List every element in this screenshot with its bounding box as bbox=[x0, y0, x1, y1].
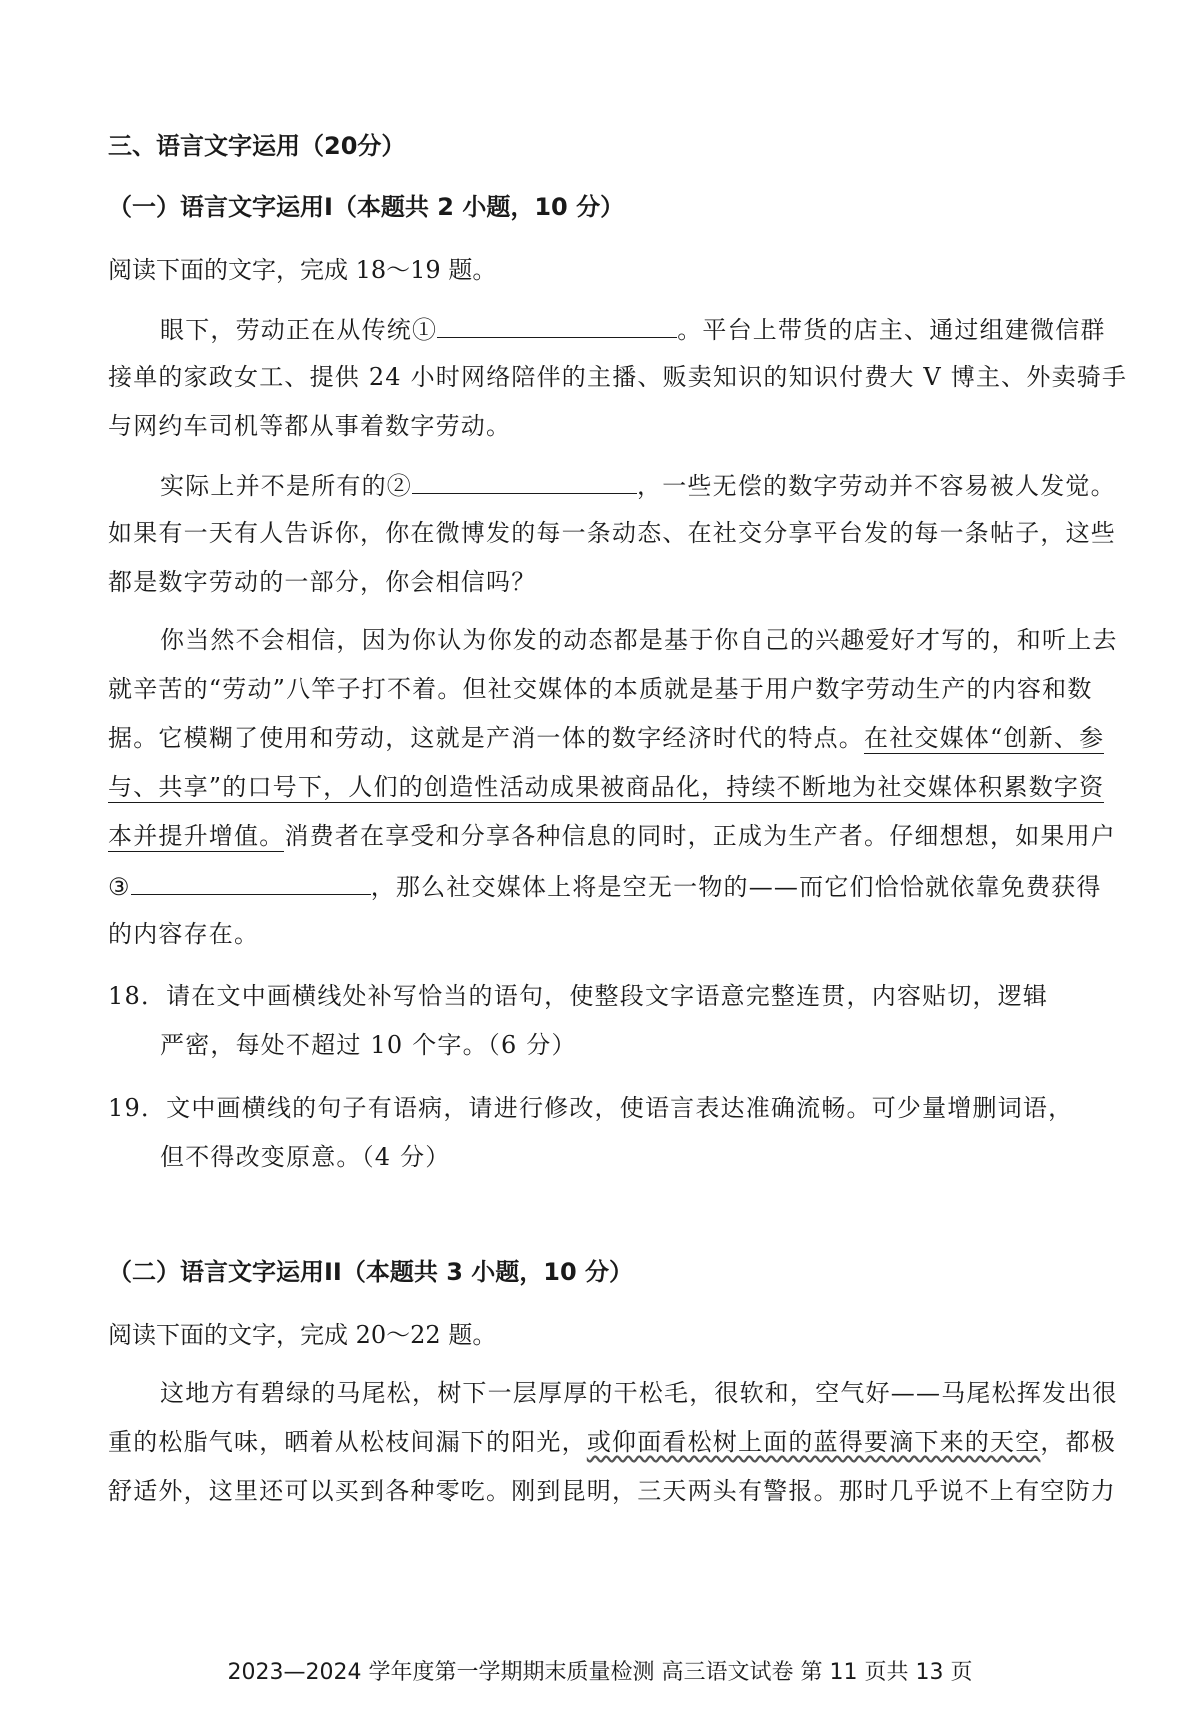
text-segment: ，那么社交媒体上将是空无一物的——而它们恰恰就依靠免费获得 bbox=[370, 873, 1102, 901]
passage4-line: 这地方有碧绿的马尾松，树下一层厚厚的干松毛，很软和，空气好——马尾松挥发出很 bbox=[160, 1379, 1118, 1407]
passage3-line bbox=[108, 819, 1116, 853]
question-18-cont: 严密，每处不超过 10 个字。（6 分） bbox=[160, 1031, 577, 1059]
part2-title: （二）语言文字运用ⅠⅠ（本题共 3 小题，10 分） bbox=[108, 1258, 634, 1286]
passage2-line: 如果有一天有人告诉你，你在微博发的每一条动态、在社交分享平台发的每一条帖子，这些 bbox=[108, 519, 1116, 547]
answer-blank-2 bbox=[412, 467, 637, 494]
answer-blank-3 bbox=[131, 868, 371, 895]
wavy-underlined-phrase: 或仰面看松树上面的蓝得要滴下来的天空 bbox=[586, 1428, 1041, 1456]
passage3-line bbox=[108, 721, 1104, 755]
question-19-cont: 但不得改变原意。（4 分） bbox=[160, 1143, 451, 1171]
passage3-line: 就辛苦的“劳动”八竿子打不着。但社交媒体的本质就是基于用户数字劳动生产的内容和数 bbox=[108, 675, 1093, 703]
part1-instruction: 阅读下面的文字，完成 18～19 题。 bbox=[108, 256, 497, 284]
passage4-line: 舒适外，这里还可以买到各种零吃。刚到昆明，三天两头有警报。那时几乎说不上有空防力 bbox=[108, 1477, 1116, 1505]
text-segment: 据。它模糊了使用和劳动，这就是产消一体的数字经济时代的特点。 bbox=[108, 724, 864, 752]
passage1-line: 接单的家政女工、提供 24 小时网络陪伴的主播、贩卖知识的知识付费大 V 博主、外卖骑手 bbox=[108, 363, 1128, 391]
text-segment: 消费者在享受和分享各种信息的同时，正成为生产者。仔细想想，如果用户 bbox=[284, 822, 1117, 850]
passage3-line: 你当然不会相信，因为你认为你发的动态都是基于你自己的兴趣爱好才写的，和听上去 bbox=[160, 626, 1118, 654]
answer-blank-1 bbox=[437, 311, 677, 338]
text-segment: 。平台上带货的店主、通过组建微信群 bbox=[677, 316, 1106, 344]
part1-title: （一）语言文字运用Ⅰ（本题共 2 小题，10 分） bbox=[108, 193, 625, 221]
text-segment: 重的松脂气味，晒着从松枝间漏下的阳光， bbox=[108, 1428, 587, 1456]
passage1-line bbox=[160, 311, 1106, 347]
passage4-line bbox=[108, 1425, 1116, 1459]
text-segment: ，都极 bbox=[1040, 1428, 1117, 1456]
underlined-sentence: 本并提升增值。 bbox=[108, 822, 285, 850]
text-segment: ，一些无偿的数字劳动并不容易被人发觉。 bbox=[637, 472, 1116, 500]
question-19: 19．文中画横线的句子有语病，请进行修改，使语言表达准确流畅。可少量增删词语， bbox=[108, 1094, 1074, 1122]
text-segment: ③ bbox=[108, 873, 131, 901]
passage3-line bbox=[108, 770, 1104, 804]
section-title: 三、语言文字运用（20分） bbox=[108, 132, 406, 160]
passage1-line: 与网约车司机等都从事着数字劳动。 bbox=[108, 412, 512, 440]
passage2-line bbox=[160, 467, 1116, 503]
text-segment: 眼下，劳动正在从传统① bbox=[160, 316, 438, 344]
question-18: 18．请在文中画横线处补写恰当的语句，使整段文字语意完整连贯，内容贴切，逻辑 bbox=[108, 982, 1049, 1010]
part2-instruction: 阅读下面的文字，完成 20～22 题。 bbox=[108, 1321, 497, 1349]
underlined-sentence: 在社交媒体“创新、参 bbox=[864, 724, 1105, 752]
passage3-line bbox=[108, 868, 1102, 904]
passage3-line: 的内容存在。 bbox=[108, 920, 260, 948]
text-segment: 实际上并不是所有的② bbox=[160, 472, 412, 500]
passage2-line: 都是数字劳动的一部分，你会相信吗？ bbox=[108, 568, 537, 596]
page-footer: 2023—2024 学年度第一学期期末质量检测 高三语文试卷 第 11 页共 13 页 bbox=[227, 1660, 973, 1685]
underlined-sentence: 与、共享”的口号下，人们的创造性活动成果被商品化，持续不断地为社交媒体积累数字资 bbox=[108, 773, 1105, 801]
